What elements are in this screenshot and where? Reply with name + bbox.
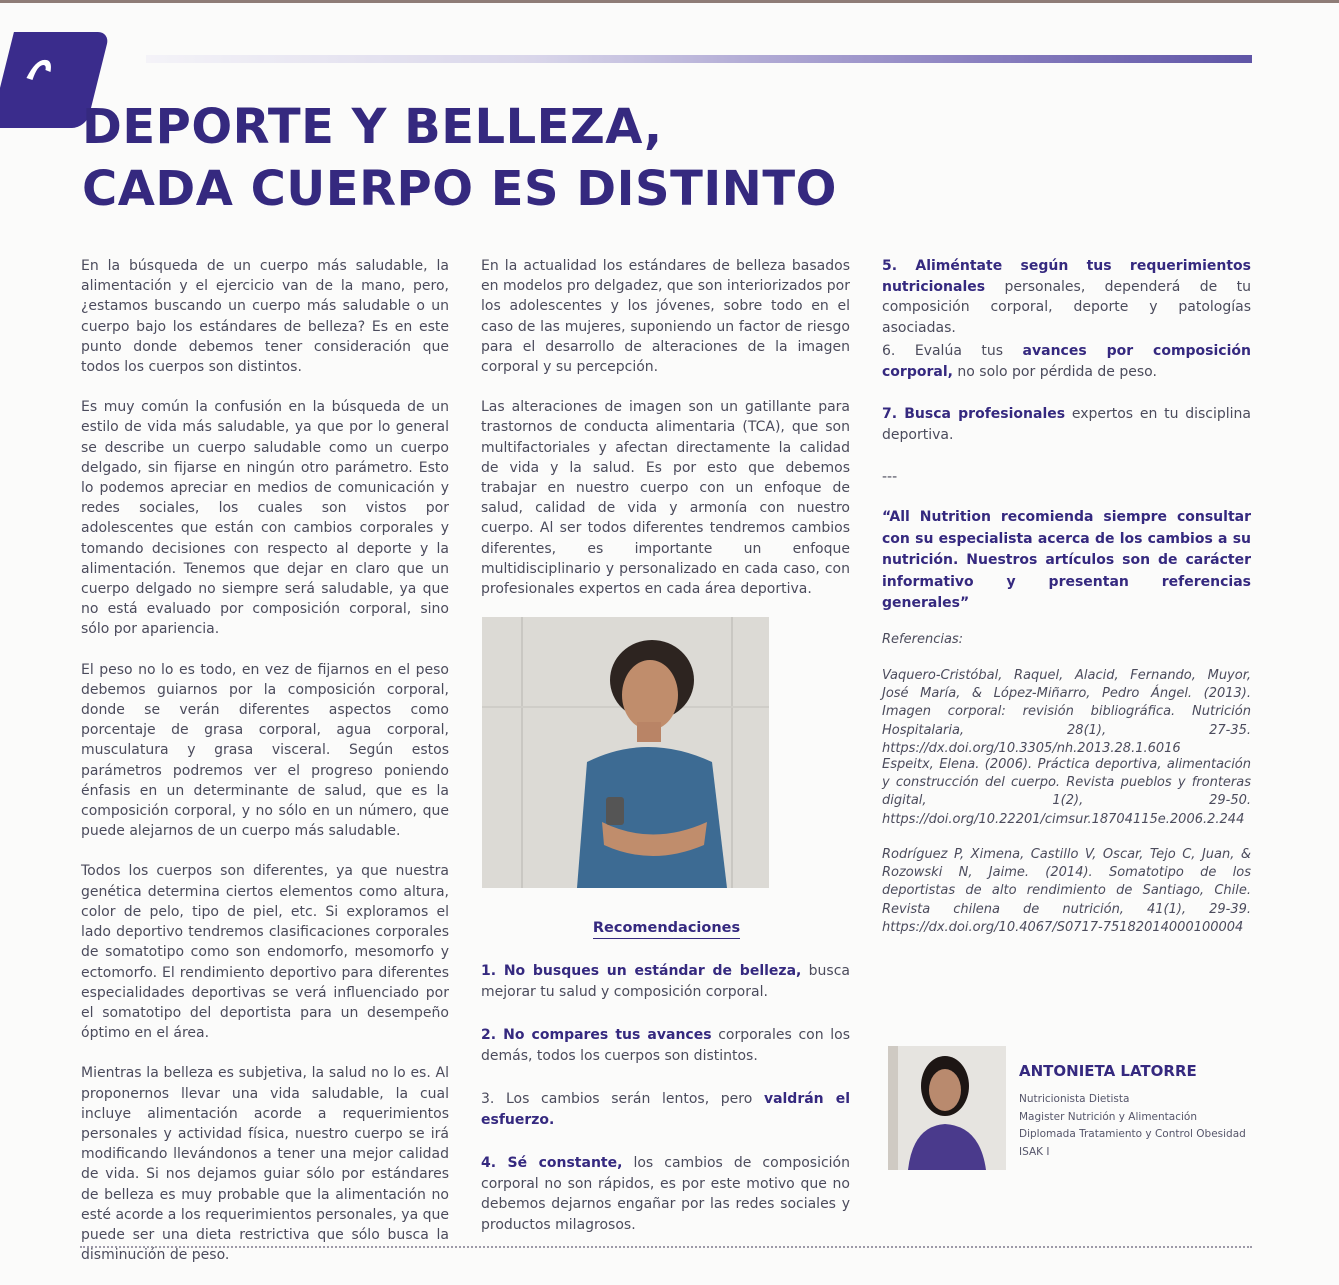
- reference-item: Espeitx, Elena. (2006). Práctica deportiva, alimentación y construcción del cuerpo. Revista pueblos y fronteras digital, 1(2), 29-50. https://doi.org/10.22201/cimsur.18704115e.2006.2.244: [882, 757, 1251, 827]
- recommendation-item: 3. Los cambios serán lentos, pero valdrán el esfuerzo.: [481, 1091, 851, 1128]
- author-credential: Diplomada Tratamiento y Control Obesidad: [1019, 1128, 1246, 1140]
- footer-dotted-rule: [80, 1246, 1252, 1248]
- paragraph: El peso no lo es todo, en vez de fijarnos en el peso debemos guiarnos por la composición corporal, donde se verán diferentes aspectos como porcentaje de grasa corporal, agua corporal, musculatura y grasa visceral. Según estos parámetros podremos ver el progreso poniendo énfasis en un determinante de salud, que es la composición corporal, y no sólo en un número, que puede alejarnos de un cuerpo más saludable.: [81, 661, 449, 840]
- recommendation-item: 6. Evalúa tus avances por composición corporal, no solo por pérdida de peso.: [882, 343, 1251, 380]
- brand-logo-icon: [22, 52, 58, 88]
- paragraph: En la actualidad los estándares de belleza basados en modelos pro delgadez, que son interiorizados por los adolescentes y los jóvenes, sobre todo en el caso de las mujeres, suponiendo un factor de riesgo para el desarrollo de alteraciones de la imagen corporal y su percepción.: [481, 258, 850, 376]
- paragraph: En la búsqueda de un cuerpo más saludable, la alimentación y el ejercicio van de la mano, pero, ¿estamos buscando un cuerpo más saludable o un cuerpo bajo los estándares de belleza? Es en este punto donde debemos tener consideración que todos los cuerpos son distintos.: [81, 258, 449, 376]
- paragraph: Las alteraciones de imagen son un gatillante para trastornos de conducta alimentaria (TCA), que son multifactoriales y afectan directamente la calidad de vida y la salud. Es por esto que debemos trabajar en nuestro cuerpo con un enfoque de salud, calidad de vida y armonía con nuestro cuerpo. Al ser todos diferentes tendremos cambios diferentes, es importante un enfoque multidisciplinario y personalizado en cada caso, con profesionales expertos en cada área deportiva.: [481, 399, 850, 598]
- paragraph: Mientras la belleza es subjetiva, la salud no lo es. Al proponernos llevar una vida saludable, la cual incluye alimentación acorde a requerimientos personales y actividad física, nuestro cuerpo se irá modificando llevándonos a tener una mejor calidad de vida. Si nos dejamos guiar sólo por estándares de belleza es muy probable que la alimentación no esté acorde a los requerimientos personales, ya que puede ser una dieta restrictiva que sólo busca la disminución de peso.: [81, 1065, 449, 1264]
- recommendation-item: 7. Busca profesionales expertos en tu disciplina deportiva.: [882, 406, 1251, 443]
- references-title: Referencias:: [882, 632, 964, 647]
- author-credential: Nutricionista Dietista: [1019, 1093, 1130, 1105]
- author-name: ANTONIETA LATORRE: [1019, 1062, 1197, 1080]
- column-2: [481, 256, 850, 619]
- paragraph: Es muy común la confusión en la búsqueda de un estilo de vida más saludable, ya que por lo general se describe un cuerpo saludable como un cuerpo delgado, sin fijarse en ningún otro parámetro. Esto lo podemos apreciar en medios de comunicación y redes sociales, los cuales son vistos por adolescentes que están con cambios corporales y tomando decisiones con respecto al deporte y la alimentación. Tenemos que dejar en claro que un cuerpo delgado no siempre será saludable, ya que no está evaluado por composición corporal, sino sólo por apariencia.: [81, 399, 449, 638]
- paragraph: Todos los cuerpos son diferentes, ya que nuestra genética determina ciertos elementos como altura, color de pelo, tipo de piel, etc. Si exploramos el lado deportivo tendremos clasificaciones corporales de somatotipo como son endomorfo, mesomorfo y ectomorfo. El rendimiento deportivo para diferentes especialidades deportivas se verá influenciado por el somatotipo del deportista para un desempeño óptimo en el área.: [81, 863, 449, 1042]
- header-gradient-bar: [146, 55, 1252, 63]
- author-credentials: [1019, 1091, 1246, 1161]
- column-1: [81, 256, 449, 1285]
- athlete-photo: [482, 617, 769, 888]
- author-credential: ISAK I: [1019, 1145, 1050, 1158]
- recommendation-item: 4. Sé constante, los cambios de composición corporal no son rápidos, es por este motivo que no debemos dejarnos engañar por las redes sociales y productos milagrosos.: [481, 1155, 850, 1233]
- recommendation-item: 5. Aliméntate según tus requerimientos nutricionales personales, dependerá de tu composición corporal, deporte y patologías asociadas.: [882, 258, 1251, 336]
- recommendation-item: 1. No busques un estándar de belleza, busca mejorar tu salud y composición corporal.: [481, 963, 851, 1000]
- reference-item: Vaquero-Cristóbal, Raquel, Alacid, Fernando, Muyor, José María, & López-Miñarro, Pedro Ángel. (2013). Imagen corporal: revisión bibliográfica. Nutrición Hospitalaria, 28(1), 27-35. https://dx.doi.org/10.3305/nh.2013.28.1.6016: [882, 668, 1251, 756]
- disclaimer-quote: “All Nutrition recomienda siempre consultar con su especialista acerca de los cambios a su nutrición. Nuestros artículos son de carácter informativo y presentan referencias generales”: [882, 509, 1251, 611]
- recommendations-heading: Recomendaciones: [482, 920, 851, 936]
- title-line-1: DEPORTE Y BELLEZA,: [82, 99, 663, 155]
- title-line-2: CADA CUERPO ES DISTINTO: [82, 161, 837, 217]
- reference-item: Rodríguez P, Ximena, Castillo V, Oscar, Tejo C, Juan, & Rozowski N, Jaime. (2014). Somatotipo de los deportistas de alto rendimiento de Santiago, Chile. Revista chilena de nutrición, 41(1), 29-39. https://dx.doi.org/10.4067/S0717-75182014000100004: [882, 847, 1251, 935]
- author-credential: Magister Nutrición y Alimentación: [1019, 1110, 1197, 1123]
- separator-text: ---: [882, 469, 898, 485]
- author-photo: [888, 1046, 1006, 1170]
- top-border: [0, 0, 1339, 3]
- recommendation-item: 2. No compares tus avances corporales con los demás, todos los cuerpos son distintos.: [481, 1027, 851, 1064]
- article-title: [82, 96, 837, 220]
